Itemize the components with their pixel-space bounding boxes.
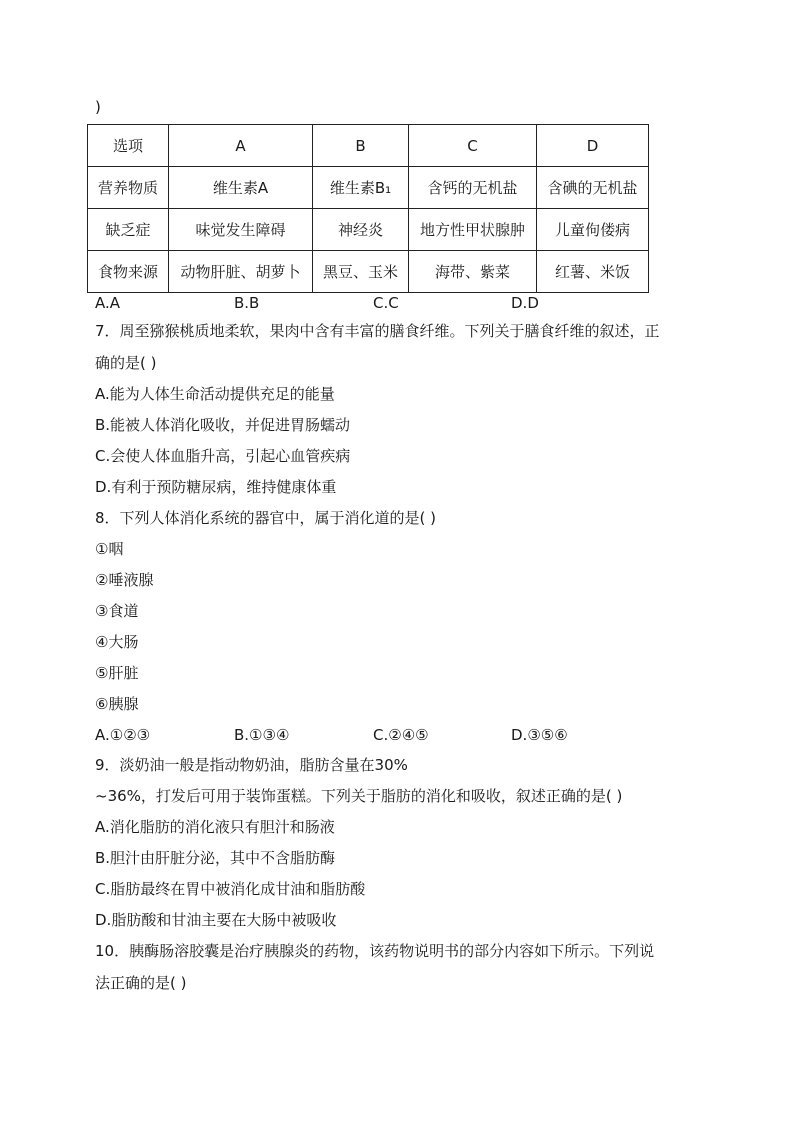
table-header-row: [88, 125, 649, 167]
table-cell: 营养物质: [88, 167, 169, 209]
table-cell: 缺乏症: [88, 209, 169, 251]
q6-option-d: D.D: [511, 294, 539, 312]
table-cell: 食物来源: [88, 251, 169, 293]
table-header-cell: C: [409, 125, 537, 167]
table-cell: 红薯、米饭: [537, 251, 649, 293]
table-cell: 维生素A: [169, 167, 313, 209]
table-cell: 海带、紫菜: [409, 251, 537, 293]
table-cell: 神经炎: [313, 209, 409, 251]
table-cell: 味觉发生障碍: [169, 209, 313, 251]
q7-option-c: C.会使人体血脂升高，引起心血管疾病: [95, 447, 351, 465]
q6-option-a: A.A: [95, 294, 121, 312]
q8-item-6: ⑥胰腺: [95, 695, 139, 713]
q8-option-c: C.②④⑤: [373, 726, 429, 744]
table-header-cell: D: [537, 125, 649, 167]
q8-stem: 8．下列人体消化系统的器官中，属于消化道的是( ): [95, 509, 437, 527]
q7-option-d: D.有利于预防糖尿病，维持健康体重: [95, 478, 337, 496]
q7-stem-line1: 7．周至猕猴桃质地柔软，果肉中含有丰富的膳食纤维。下列关于膳食纤维的叙述，正: [95, 322, 660, 340]
q6-option-c: C.C: [373, 294, 399, 312]
q8-item-4: ④大肠: [95, 633, 139, 651]
q9-stem-line1: 9．淡奶油一般是指动物奶油，脂肪含量在30%: [95, 756, 408, 774]
question-continuation: ): [95, 98, 101, 116]
q9-option-a: A.消化脂肪的消化液只有胆汁和肠液: [95, 818, 335, 836]
q8-option-b: B.①③④: [234, 726, 290, 744]
q8-item-1: ①咽: [95, 540, 124, 558]
q9-stem-line2: ~36%，打发后可用于装饰蛋糕。下列关于脂肪的消化和吸收，叙述正确的是( ): [95, 787, 623, 805]
q8-item-5: ⑤肝脏: [95, 664, 139, 682]
q8-option-d: D.③⑤⑥: [511, 726, 568, 744]
q8-option-a: A.①②③: [95, 726, 151, 744]
table-header-cell: 选项: [88, 125, 169, 167]
q8-item-2: ②唾液腺: [95, 571, 154, 589]
table-cell: 动物肝脏、胡萝卜: [169, 251, 313, 293]
q10-stem-line1: 10．胰酶肠溶胶囊是治疗胰腺炎的药物，该药物说明书的部分内容如下所示。下列说: [95, 942, 655, 960]
q7-option-a: A.能为人体生命活动提供充足的能量: [95, 385, 335, 403]
table-cell: 儿童佝偻病: [537, 209, 649, 251]
table-row: [88, 209, 649, 251]
table-header-cell: A: [169, 125, 313, 167]
table-cell: 含钙的无机盐: [409, 167, 537, 209]
q7-option-b: B.能被人体消化吸收，并促进胃肠蠕动: [95, 416, 351, 434]
q7-stem-line2: 确的是( ): [95, 354, 157, 372]
table-cell: 维生素B₁: [313, 167, 409, 209]
q10-stem-line2: 法正确的是( ): [95, 974, 187, 992]
q9-option-c: C.脂肪最终在胃中被消化成甘油和脂肪酸: [95, 880, 366, 898]
q8-item-3: ③食道: [95, 602, 139, 620]
table-cell: 地方性甲状腺肿: [409, 209, 537, 251]
q9-option-b: B.胆汁由肝脏分泌，其中不含脂肪酶: [95, 849, 336, 867]
q6-option-b: B.B: [234, 294, 260, 312]
nutrition-table: [87, 124, 649, 293]
table-row: [88, 167, 649, 209]
table-header-cell: B: [313, 125, 409, 167]
table-row: [88, 251, 649, 293]
table-cell: 黑豆、玉米: [313, 251, 409, 293]
table-cell: 含碘的无机盐: [537, 167, 649, 209]
q9-option-d: D.脂肪酸和甘油主要在大肠中被吸收: [95, 911, 337, 929]
